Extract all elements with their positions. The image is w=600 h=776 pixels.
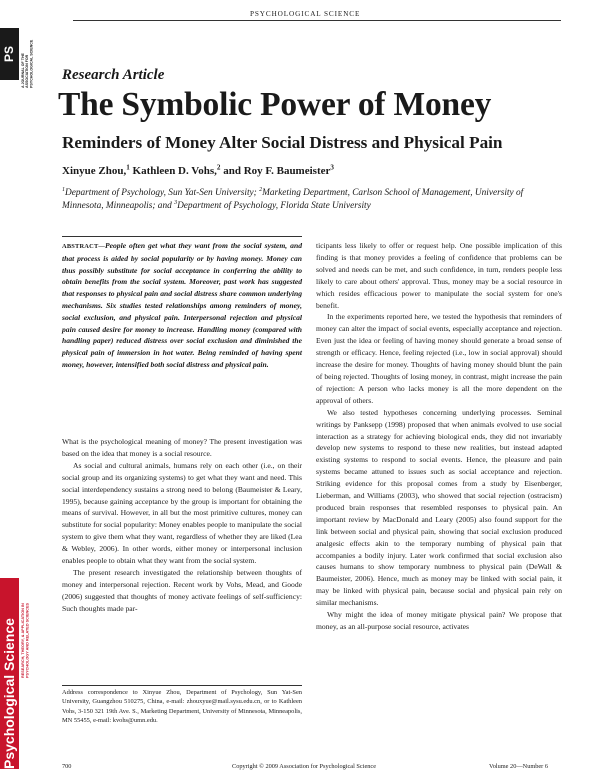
correspondence-rule: [62, 685, 302, 686]
copyright-line: Copyright © 2009 Association for Psychological Science: [232, 763, 376, 770]
affil-mark: 3: [174, 199, 178, 206]
abstract-rule: [62, 236, 302, 237]
article-kicker: Research Article: [62, 67, 165, 83]
affil-mark: 2: [259, 186, 263, 193]
affiliation: Department of Psychology, Sun Yat-Sen University;: [65, 188, 260, 198]
author-name: and Roy F. Baumeister: [223, 165, 331, 177]
body-paragraph: In the experiments reported here, we tested the hypothesis that reminders of money can alter the impact of social events, especially acceptance and rejection. Even just the idea or feeling of having money should generate a broad sense of strength or efficacy. Hence, feeling rejected (i.e., low in social approval) should increase the desire for money. Thoughts of having money should blunt the pain of being rejected. Thoughts of losing money, in contrast, might increase the pain of rejection: A person who lacks money is all the more dependent on the approval of others.: [316, 312, 562, 405]
abstract-lead: ABSTRACT—: [62, 243, 105, 250]
body-paragraph: Why might the idea of money mitigate physical pain? We propose that money, as an all-purpose social resource, activates: [316, 610, 562, 631]
affiliations: [62, 187, 562, 212]
body-paragraph: We also tested hypotheses concerning underlying processes. Seminal writings by Panksepp (1998) proposed that when animals evolved to use social interaction as a strategy for achieving biological ends, they did not invariably develop new systems to respond to these new realities, but instead adapted existing systems to respond to social events. Hence, the pleasure and pain systems became attuned to issues such as social acceptance and rejection. Striking evidence for this proposal comes from a study by Eisenberger, Lieberman, and Williams (2003), who showed that social rejection (ostracism) produced brain responses that resembled responses to physical pain. An important review by MacDonald and Leary (2005) also found support for the link between social and physical pain, showing that social exclusion produced analgesic effects akin to the temporary numbing of physical pain that accompanies a bodily injury. Later work confirmed that social exclusion also causes humans to show temporary numbness to physical pain (DeWall & Baumeister, 2006). Hence, much as money may be linked with social pain, it may be linked with physical pain, because social and physical pain rely on similar mechanisms.: [316, 407, 562, 608]
author-name: Kathleen D. Vohs,: [132, 165, 217, 177]
author-list: [62, 165, 334, 177]
author-affil-mark: 1: [126, 163, 130, 172]
body-paragraph: As social and cultural animals, humans rely on each other (i.e., on their social group and its organizing systems) to get what they want and need. This social interdependency sustains a strong need to belong (Baumeister & Leary, 1995), because gaining acceptance by the group is important for obtaining the means of survival. However, in all but the most primitive cultures, money can substitute for social popularity: Money enables people to manipulate the social system to give them what they want, regardless of whether they are liked (Lea & Webley, 2006). In other words, either money or interpersonal inclusion enables people to obtain what they want from the social system.: [62, 460, 302, 566]
journal-logo-caption: A JOURNAL OF THE ASSOCIATION FOR PSYCHOLOGICAL SCIENCE: [21, 39, 34, 88]
journal-sidebar-banner: [0, 578, 19, 769]
article-title: The Symbolic Power of Money: [58, 86, 492, 123]
header-rule: [73, 20, 561, 21]
affiliation: Department of Psychology, Florida State University: [177, 200, 371, 211]
abstract: [62, 240, 302, 371]
article-subtitle: Reminders of Money Alter Social Distress and Physical Pain: [62, 133, 503, 152]
author-affil-mark: 3: [330, 163, 334, 172]
body-paragraph: What is the psychological meaning of money? The present investigation was based on the idea that money is a social resource.: [62, 437, 302, 458]
abstract-text: People often get what they want from the social system, and that process is aided by social popularity or by having money. Money can thus possibly substitute for social acceptance in conferring the ability to obtain benefits from the social system. Moreover, past work has suggested that responses to physical pain and social distress share common underlying mechanisms. Six studies tested relationships among reminders of money, social exclusion, and physical pain. Interpersonal rejection and physical pain caused desire for money to increase. Handling money (compared with handling paper) reduced distress over social exclusion and diminished the physical pain of immersion in hot water. Being reminded of having spent money, however, intensified both social distress and physical pain.: [62, 241, 302, 369]
correspondence-note: Address correspondence to Xinyue Zhou, Department of Psychology, Sun Yat-Sen University, Guangzhou 510275, China, e-mail: zhouxyue@mail.sysu.edu.cn, or to Kathleen Vohs, 3-150 321 19th Ave. S., Marketing Department, University of Minnesota, Minneapolis, MN 55455, e-mail: kvohs@umn.edu.: [62, 689, 302, 725]
page-number: 700: [62, 763, 72, 770]
sidebar-banner-title: Psychological Science: [1, 618, 17, 769]
sidebar-banner-caption: RESEARCH, THEORY, & APPLICATION IN PSYCHOLOGY AND RELATED SCIENCES: [21, 602, 30, 678]
affil-mark: 1: [62, 186, 66, 193]
author-name: Xinyue Zhou,: [62, 165, 127, 177]
body-column-left: [62, 436, 302, 615]
affiliation: Marketing Department, Carlson School of Management, University of Minnesota, Minneapolis; and: [62, 188, 524, 211]
volume-info: Volume 20—Number 6: [489, 763, 548, 770]
author-affil-mark: 2: [216, 163, 221, 172]
journal-logo: PS: [0, 28, 19, 80]
body-paragraph: ticipants less likely to offer or request help. One possible implication of this finding is that money provides a feeling of confidence that problems can be solved and needs can be met, and such confidence, in turn, renders people less likely to care about others' approval. Thus, money may be a social resource in which resides efficacious power to manipulate the social system for one's benefit.: [316, 241, 562, 310]
body-paragraph: The present research investigated the relationship between thoughts of money and interpersonal rejection. Recent work by Vohs, Mead, and Goode (2006) suggested that thoughts of money activate feelings of self-sufficiency: Such thoughts made par-: [62, 567, 302, 613]
journal-name: PSYCHOLOGICAL SCIENCE: [250, 10, 361, 18]
body-column-right: [316, 240, 562, 633]
